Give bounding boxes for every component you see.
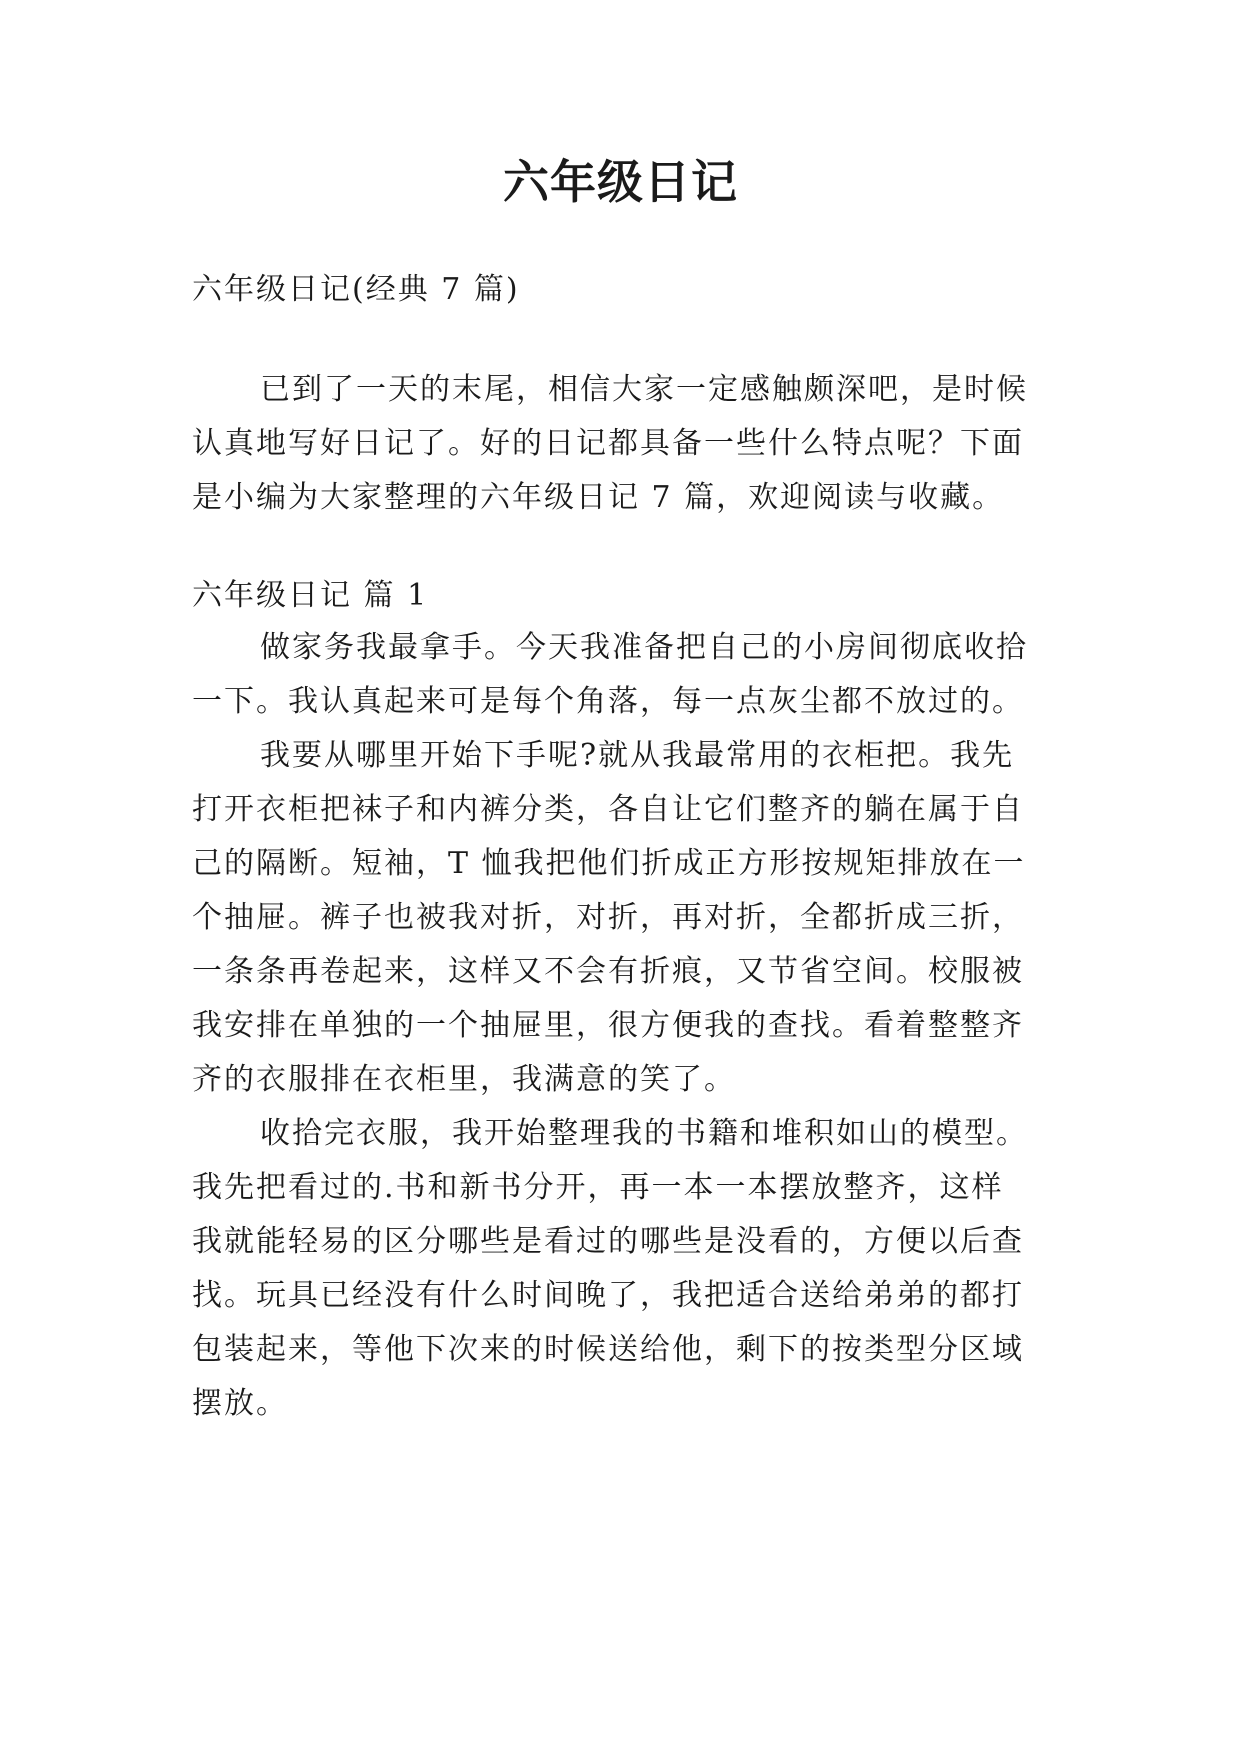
section-heading: 六年级日记 篇 1 <box>192 578 429 613</box>
paragraph3-line-5: 包装起来，等他下次来的时候送给他，剩下的按类型分区域 <box>192 1332 1024 1367</box>
paragraph3-line-6: 摆放。 <box>192 1386 288 1421</box>
paragraph2-line-2: 打开衣柜把袜子和内裤分类，各自让它们整齐的躺在属于自 <box>192 792 1024 827</box>
paragraph2-line-4: 个抽屉。裤子也被我对折，对折，再对折，全都折成三折， <box>192 900 1024 935</box>
paragraph3-line-1: 收拾完衣服，我开始整理我的书籍和堆积如山的模型。 <box>260 1116 1028 1151</box>
paragraph2-line-6: 我安排在单独的一个抽屉里，很方便我的查找。看着整整齐 <box>192 1008 1024 1043</box>
document-subtitle: 六年级日记(经典 7 篇) <box>192 272 520 307</box>
paragraph3-line-3: 我就能轻易的区分哪些是看过的哪些是没看的，方便以后查 <box>192 1224 1024 1259</box>
paragraph2-line-1: 我要从哪里开始下手呢?就从我最常用的衣柜把。我先 <box>260 738 1015 773</box>
paragraph3-line-2: 我先把看过的.书和新书分开，再一本一本摆放整齐，这样 <box>192 1170 1004 1205</box>
document-title: 六年级日记 <box>503 155 738 209</box>
intro-line-1: 已到了一天的末尾，相信大家一定感触颇深吧，是时候 <box>260 372 1028 407</box>
paragraph2-line-3: 己的隔断。短袖，T 恤我把他们折成正方形按规矩排放在一 <box>192 846 1026 881</box>
intro-line-2: 认真地写好日记了。好的日记都具备一些什么特点呢？下面 <box>192 426 1024 461</box>
intro-line-3: 是小编为大家整理的六年级日记 7 篇，欢迎阅读与收藏。 <box>192 480 1005 515</box>
paragraph1-line-2: 一下。我认真起来可是每个角落，每一点灰尘都不放过的。 <box>192 684 1024 719</box>
paragraph1-line-1: 做家务我最拿手。今天我准备把自己的小房间彻底收拾 <box>260 630 1028 665</box>
paragraph3-line-4: 找。玩具已经没有什么时间晚了，我把适合送给弟弟的都打 <box>192 1278 1024 1313</box>
paragraph2-line-7: 齐的衣服排在衣柜里，我满意的笑了。 <box>192 1062 736 1097</box>
paragraph2-line-5: 一条条再卷起来，这样又不会有折痕，又节省空间。校服被 <box>192 954 1024 989</box>
